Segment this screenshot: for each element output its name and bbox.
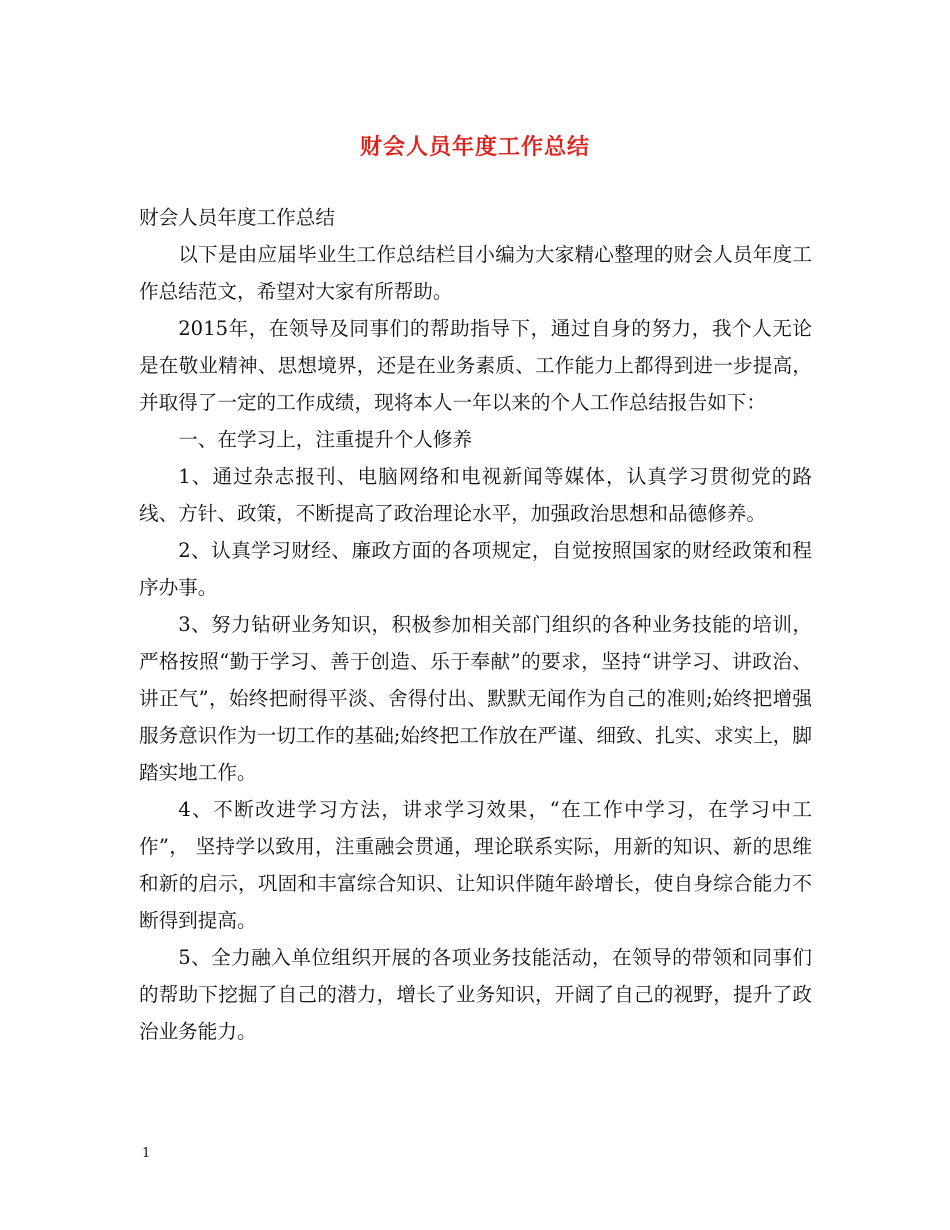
document-title: 财会人员年度工作总结 — [359, 135, 590, 160]
page-number: 1 — [142, 1146, 151, 1161]
paragraph-item-5: 5、全力融入单位组织开展的各项业务技能活动，在领导的带领和同事们的帮助下挖掘了自己的潜力，增长了业务知识，开阔了自己的视野，提升了政治业务能力。 — [139, 946, 812, 1043]
paragraph-item-3: 3、努力钻研业务知识，积极参加相关部门组织的各种业务技能的培训，严格按照“勤于学习、善于创造、乐于奉献”的要求，坚持“讲学习、讲政治、讲正气”，始终把耐得平淡、舍得付出、默默无闻作为自己的准则;始终把增强服务意识作为一切工作的基础;始终把工作放在严谨、细致、扎实、求实上，脚踏实地工作。 — [139, 613, 812, 784]
paragraph-item-1: 1、通过杂志报刊、电脑网络和电视新闻等媒体，认真学习贯彻党的路线、方针、政策，不断提高了政治理论水平，加强政治思想和品德修养。 — [139, 465, 812, 525]
section-heading-study: 一、在学习上，注重提升个人修养 — [178, 428, 473, 451]
document-body — [139, 199, 812, 1050]
paragraph-item-4: 4、不断改进学习方法，讲求学习效果，“在工作中学习，在学习中工作”， 坚持学以致用，注重融会贯通，理论联系实际，用新的知识、新的思维和新的启示，巩固和丰富综合知识、让知识伴随年龄增长，使自身综合能力不断得到提高。 — [139, 798, 812, 932]
paragraph-overview: 2015年，在领导及同事们的帮助指导下，通过自身的努力，我个人无论是在敬业精神、思想境界，还是在业务素质、工作能力上都得到进一步提高，并取得了一定的工作成绩，现将本人一年以来的个人工作总结报告如下： — [139, 317, 812, 414]
paragraph-item-2: 2、认真学习财经、廉政方面的各项规定，自觉按照国家的财经政策和程序办事。 — [139, 539, 812, 599]
subtitle: 财会人员年度工作总结 — [139, 206, 335, 229]
paragraph-intro: 以下是由应届毕业生工作总结栏目小编为大家精心整理的财会人员年度工作总结范文，希望对大家有所帮助。 — [139, 243, 812, 303]
